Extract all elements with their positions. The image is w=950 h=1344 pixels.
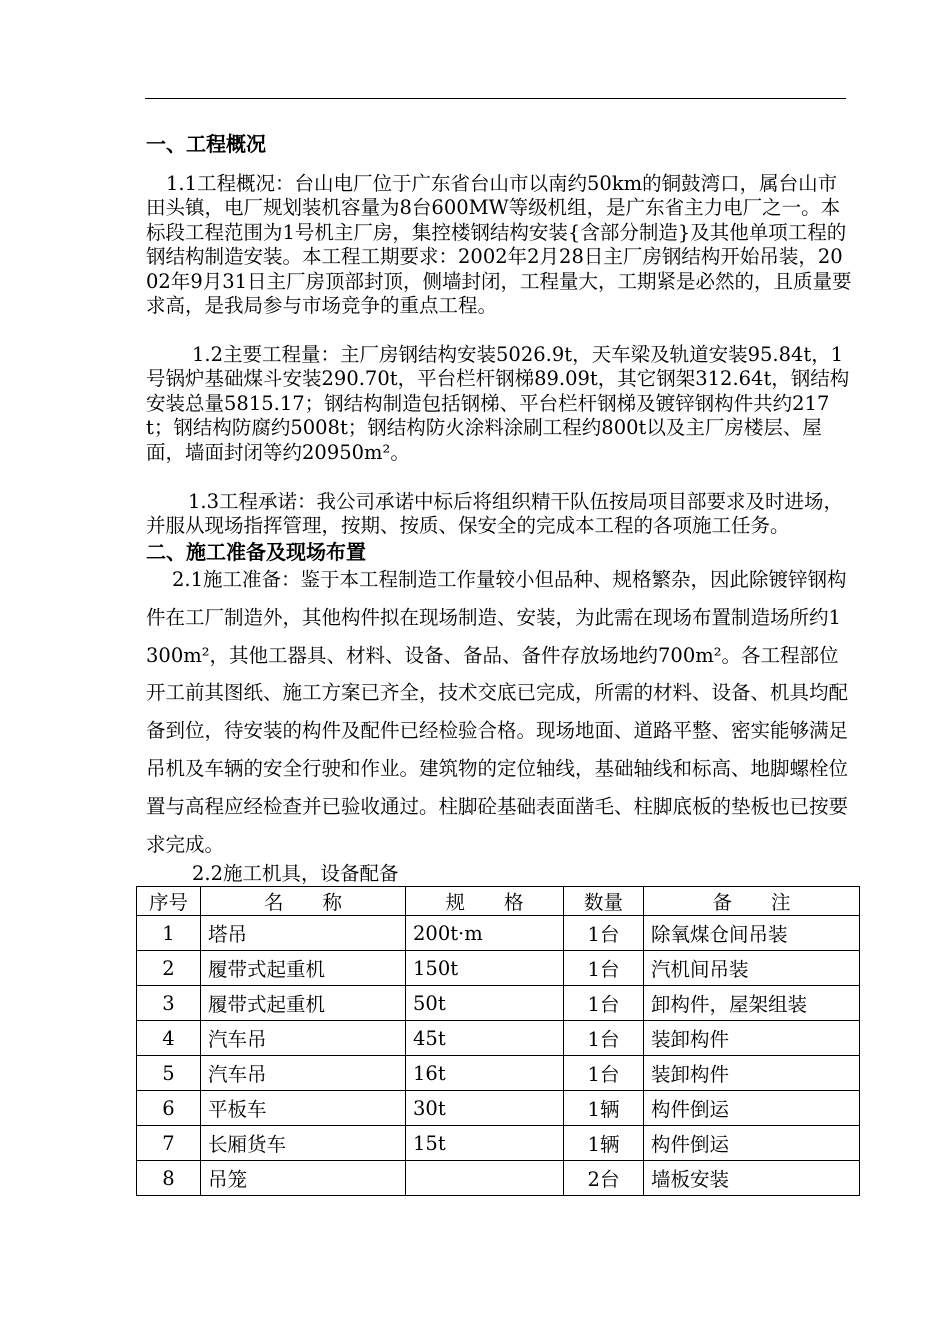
section-1-heading: 一、工程概况 [146,132,266,156]
cell-quantity: 2台 [564,1161,644,1196]
table-row [137,1091,860,1126]
cell-spec: 50t [406,986,564,1021]
cell-name: 汽车吊 [201,1056,406,1091]
cell-remarks: 汽机间吊装 [644,951,860,986]
cell-spec: 15t [406,1126,564,1161]
cell-spec: 45t [406,1021,564,1056]
table-row [137,1056,860,1091]
cell-index: 1 [137,916,201,951]
paragraph-1-3: 1.3工程承诺：我公司承诺中标后将组织精干队伍按局项目部要求及时进场，并服从现场指挥管理，按期、按质、保安全的完成本工程的各项施工任务。 [146,490,844,538]
cell-index: 5 [137,1056,201,1091]
equipment-table [136,886,860,1196]
cell-spec: 16t [406,1056,564,1091]
cell-quantity: 1台 [564,986,644,1021]
header-quantity: 数量 [564,887,644,916]
cell-remarks: 构件倒运 [644,1126,860,1161]
table-row [137,951,860,986]
cell-index: 7 [137,1126,201,1161]
cell-name: 履带式起重机 [201,951,406,986]
cell-quantity: 1台 [564,916,644,951]
table-row [137,1161,860,1196]
cell-quantity: 1台 [564,951,644,986]
cell-spec [406,1161,564,1196]
cell-remarks: 装卸构件 [644,1056,860,1091]
table-row [137,986,860,1021]
cell-index: 2 [137,951,201,986]
header-index: 序号 [137,887,201,916]
cell-remarks: 装卸构件 [644,1021,860,1056]
cell-remarks: 除氧煤仓间吊装 [644,916,860,951]
header-remarks: 备 注 [644,887,860,916]
cell-name: 汽车吊 [201,1021,406,1056]
table-row [137,1126,860,1161]
cell-spec: 150t [406,951,564,986]
table-row [137,1021,860,1056]
cell-quantity: 1辆 [564,1126,644,1161]
paragraph-2-1: 2.1施工准备：鉴于本工程制造工作量较小但品种、规格繁杂，因此除镀锌钢构件在工厂制造外，其他构件拟在现场制造、安装，为此需在现场布置制造场所约1300m²，其他工器具、材料、设备、备品、备件存放场地约700m²。各工程部位开工前其图纸、施工方案已齐全，技术交底已完成，所需的材料、设备、机具均配备到位，待安装的构件及配件已经检验合格。现场地面、道路平整、密实能够满足吊机及车辆的安全行驶和作业。建筑物的定位轴线，基础轴线和标高、地脚螺栓位置与高程应经检查并已验收通过。柱脚砼基础表面凿毛、柱脚底板的垫板也已按要求完成。 [146,568,849,856]
header-name: 名 称 [201,887,406,916]
cell-name: 塔吊 [201,916,406,951]
paragraph-1-2: 1.2主要工程量：主厂房钢结构安装5026.9t，天车梁及轨道安装95.84t，1号锅炉基础煤斗安装290.70t，平台栏杆钢梯89.09t，其它钢架312.64t，钢结构安装总量5815.17；钢结构制造包括钢梯、平台栏杆钢梯及镀锌钢构件共约217t；钢结构防腐约5008t；钢结构防火涂料涂刷工程约800t以及主厂房楼层、屋面，墙面封闭等约20950m²。 [146,343,850,464]
table-caption: 2.2施工机具，设备配备 [192,862,399,885]
cell-remarks: 构件倒运 [644,1091,860,1126]
cell-remarks: 卸构件，屋架组装 [644,986,860,1021]
cell-index: 4 [137,1021,201,1056]
cell-quantity: 1辆 [564,1091,644,1126]
section-2-heading: 二、施工准备及现场布置 [146,540,366,564]
paragraph-1-1: 1.1工程概况：台山电厂位于广东省台山市以南约50km的铜鼓湾口，属台山市田头镇，电厂规划装机容量为8台600MW等级机组，是广东省主力电厂之一。本标段工程范围为1号机主厂房，集控楼钢结构安装{含部分制造}及其他单项工程的钢结构制造安装。本工程工期要求：2002年2月28日主厂房钢结构开始吊装，2002年9月31日主厂房顶部封顶，侧墙封闭，工程量大，工期紧是必然的，且质量要求高，是我局参与市场竞争的重点工程。 [146,172,852,318]
cell-name: 长厢货车 [201,1126,406,1161]
header-spec: 规 格 [406,887,564,916]
cell-spec: 200t·m [406,916,564,951]
cell-spec: 30t [406,1091,564,1126]
cell-remarks: 墙板安装 [644,1161,860,1196]
cell-name: 吊笼 [201,1161,406,1196]
cell-index: 6 [137,1091,201,1126]
cell-index: 3 [137,986,201,1021]
cell-quantity: 1台 [564,1021,644,1056]
header-rule [145,98,846,99]
cell-name: 履带式起重机 [201,986,406,1021]
cell-quantity: 1台 [564,1056,644,1091]
cell-index: 8 [137,1161,201,1196]
table-header-row [137,887,860,916]
cell-name: 平板车 [201,1091,406,1126]
table-row [137,916,860,951]
